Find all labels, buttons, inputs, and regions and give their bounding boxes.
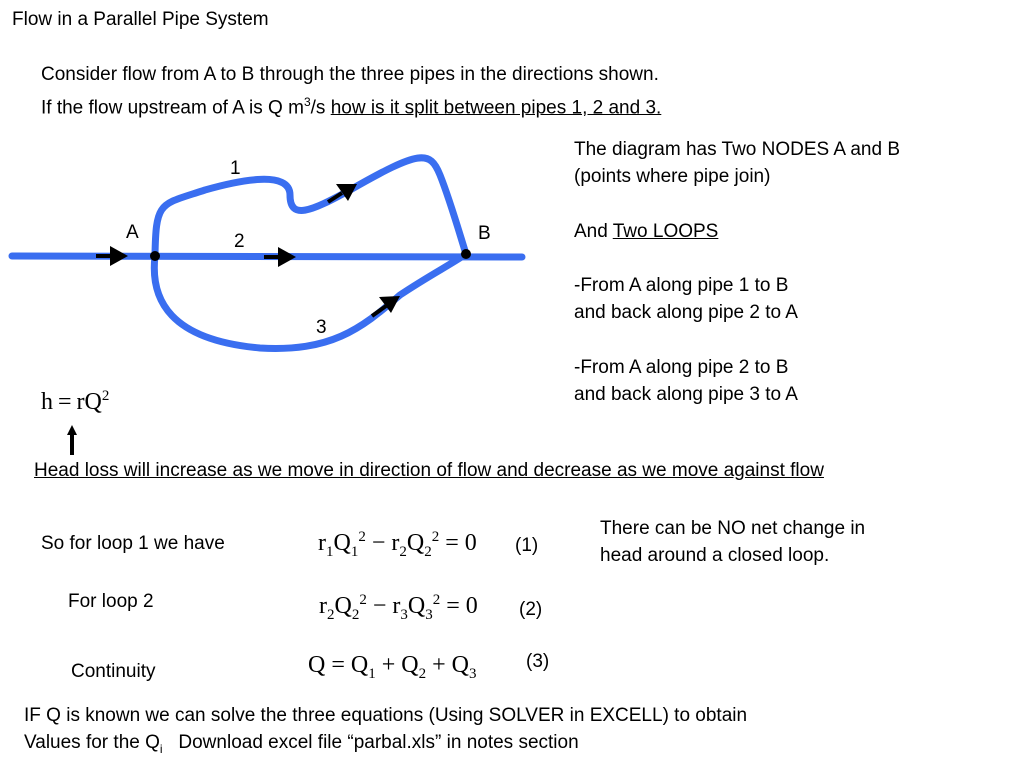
- node-b-label: B: [478, 223, 491, 244]
- page-title: Flow in a Parallel Pipe System: [12, 9, 269, 30]
- pipe-1-label: 1: [230, 158, 241, 179]
- intro-line-2-pre: If the flow upstream of A is Q m: [41, 97, 304, 119]
- intro-line-1: Consider flow from A to B through the three pipes in the directions shown.: [41, 64, 659, 85]
- notes-line-7: and back along pipe 3 to A: [574, 384, 798, 405]
- notes-line-5: and back along pipe 2 to A: [574, 302, 798, 323]
- notes-line-2: (points where pipe join): [574, 166, 771, 187]
- pipe-3: [154, 254, 466, 348]
- loop-2-label: For loop 2: [68, 591, 154, 612]
- node-b-dot: [461, 249, 471, 259]
- notes-and: And: [574, 221, 613, 242]
- continuity-label: Continuity: [71, 661, 156, 682]
- intro-line-2-mid: /s: [310, 97, 331, 119]
- notes-line-3: [574, 218, 718, 245]
- flow-arrow-inlet-head: [110, 246, 128, 266]
- node-a-dot: [150, 251, 160, 261]
- footer-line-1: IF Q is known we can solve the three equations (Using SOLVER in EXCELL) to obtain: [24, 705, 748, 726]
- loop-2-equation: $r_2Q_2^2 - r_3Q_3^2 = 0$: [319, 592, 478, 623]
- no-change-line-1: There can be NO net change in: [600, 518, 866, 539]
- equation-3-number: (3): [526, 651, 550, 672]
- pipe-2-label: 2: [234, 231, 245, 252]
- node-a-label: A: [126, 222, 139, 243]
- footer-line-2-post: Download excel file “parbal.xls” in notes section: [162, 732, 579, 753]
- intro-exponent: 3: [303, 95, 311, 109]
- notes-two-loops: Two LOOPS: [612, 221, 719, 242]
- head-loss-equation: [41, 388, 109, 416]
- intro-question: how is it split between pipes 1, 2 and 3.: [330, 97, 662, 119]
- head-loss-statement: Head loss will increase as we move in direction of flow and decrease as we move against flow: [34, 460, 824, 481]
- head-loss-h: h: [41, 389, 53, 415]
- loop-1-equation: $r_1Q_1^2 - r_2Q_2^2 = 0$: [318, 529, 477, 560]
- continuity-equation: $Q = Q_1 + Q_2 + Q_3$: [308, 652, 477, 682]
- no-change-line-2: head around a closed loop.: [600, 545, 830, 566]
- head-loss-equals: =: [58, 389, 72, 415]
- footer-subscript: i: [159, 741, 163, 756]
- notes-line-6: -From A along pipe 2 to B: [574, 357, 789, 378]
- head-loss-rq: rQ: [76, 389, 102, 415]
- footer-line-2-pre: Values for the Q: [24, 732, 160, 753]
- pipe-1: [155, 158, 466, 255]
- pipe-3-label: 3: [316, 317, 327, 338]
- notes-line-4: -From A along pipe 1 to B: [574, 275, 789, 296]
- flow-arrow-pipe-2-head: [278, 247, 296, 267]
- head-loss-exponent: 2: [101, 388, 110, 404]
- equation-2-number: (2): [519, 599, 543, 620]
- footer-line-2: [24, 729, 579, 763]
- head-loss-arrow-head: [67, 425, 77, 435]
- equation-1-number: (1): [515, 535, 539, 556]
- loop-1-label: So for loop 1 we have: [41, 533, 225, 554]
- notes-line-1: The diagram has Two NODES A and B: [574, 139, 900, 160]
